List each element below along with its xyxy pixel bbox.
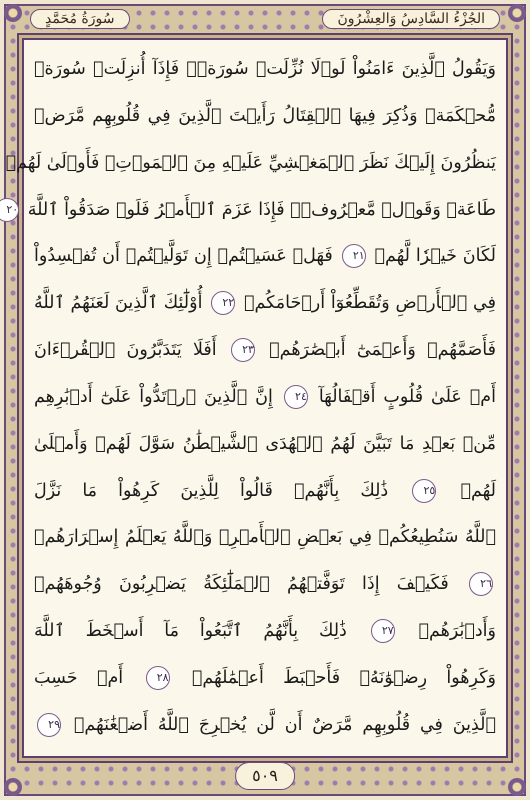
text-line: [34, 421, 496, 467]
ayah-number-icon: ٢٥: [412, 479, 436, 503]
corner-ornament-icon: [4, 4, 22, 22]
ayah-number-icon: ٢٩: [37, 713, 61, 737]
ayah-number-icon: ٢٨: [146, 666, 170, 690]
juz-title: الجُزْءُ السَّادِسُ وَالعِشْرُونَ: [322, 9, 500, 29]
verse-text: مِّنۢ بَعۡدِ مَا تَبَيَّنَ لَهُمُ ٱلۡهُدَى ٱلشَّيۡطَٰنُ سَوَّلَ لَهُمۡ وَأَمۡلَىٰ: [34, 433, 496, 454]
text-line: [34, 702, 496, 748]
text-line: [34, 514, 496, 560]
text-line: [34, 233, 496, 279]
text-line: [34, 561, 496, 607]
verse-text: ٱلَّذِينَ فِي قُلُوبِهِم مَّرَضٌ أَن لَّن يُخۡرِجَ ٱللَّهُ أَضۡغَٰنَهُمۡ: [73, 714, 496, 735]
corner-ornament-icon: [4, 778, 22, 796]
verse-text: يَنظُرُونَ إِلَيۡكَ نَظَرَ ٱلۡمَغۡشِيِّ عَلَيۡهِ مِنَ ٱلۡمَوۡتِۖ فَأَوۡلَىٰ لَهُمۡ: [5, 152, 496, 173]
text-line: [34, 93, 496, 139]
verse-text: فَأَصَمَّهُمۡ وَأَعۡمَىٰٓ أَبۡصَٰرَهُمۡ: [269, 340, 496, 361]
text-line: [34, 46, 496, 92]
verse-text: وَكَرِهُواْ رِضۡوَٰنَهُۥ فَأَحۡبَطَ أَعۡمَٰلَهُمۡ: [191, 667, 496, 688]
verse-text: أُوْلَٰٓئِكَ ٱلَّذِينَ لَعَنَهُمُ ٱللَّهُ: [34, 293, 203, 314]
verse-text: فَهَلۡ عَسَيۡتُمۡ إِن تَوَلَّيۡتُمۡ أَن تُفۡسِدُواْ: [34, 246, 333, 267]
corner-ornament-icon: [508, 4, 526, 22]
verse-text: وَأَدۡبَٰرَهُمۡ: [418, 621, 496, 642]
text-line: [5, 140, 496, 186]
verse-text: فِي ٱلۡأَرۡضِ وَتُقَطِّعُوٓاْ أَرۡحَامَكُمۡ: [243, 293, 496, 314]
page-header: [30, 6, 500, 32]
text-line: [34, 468, 496, 514]
ayah-number-icon: ٢٠: [0, 198, 19, 222]
quran-text: [5, 46, 496, 748]
ayah-number-icon: ٢٤: [284, 385, 308, 409]
verse-text: طَاعَةٞ وَقَوۡلٞ مَّعۡرُوفٞۚ فَإِذَا عَزَمَ ٱلۡأَمۡرُ فَلَوۡ صَدَقُواْ ٱللَّهَ: [27, 199, 496, 220]
verse-text: أَفَلَا يَتَدَبَّرُونَ ٱلۡقُرۡءَانَ: [34, 340, 217, 361]
verse-text: أَمۡ عَلَىٰ قُلُوبٍ أَقۡفَالُهَآ: [318, 386, 496, 407]
text-line: [34, 608, 496, 654]
verse-text: إِنَّ ٱلَّذِينَ ٱرۡتَدُّواْ عَلَىٰٓ أَدۡبَٰرِهِم: [34, 386, 273, 407]
verse-text: فَكَيۡفَ إِذَا تَوَفَّتۡهُمُ ٱلۡمَلَٰٓئِكَةُ يَضۡرِبُونَ وُجُوهَهُمۡ: [34, 574, 449, 595]
verse-text: لَكَانَ خَيۡرٗا لَّهُمۡ: [374, 246, 496, 267]
verse-text: ذَٰلِكَ بِأَنَّهُمۡ قَالُواْ لِلَّذِينَ كَرِهُواْ مَا نَزَّلَ: [34, 480, 389, 501]
corner-ornament-icon: [508, 778, 526, 796]
text-line: [6, 187, 496, 233]
verse-text: أَمۡ حَسِبَ: [34, 667, 124, 688]
verse-text: وَيَقُولُ ٱلَّذِينَ ءَامَنُواْ لَوۡلَا نُزِّلَتۡ سُورَةٞۖ فَإِذَآ أُنزِلَتۡ سُورَةٞ: [34, 59, 496, 79]
verse-text: ذَٰلِكَ بِأَنَّهُمُ ٱتَّبَعُواْ مَآ أَسۡخَطَ ٱللَّهَ: [34, 621, 347, 642]
text-line: [34, 280, 496, 326]
verse-text: لَهُمۡ: [460, 480, 496, 501]
verse-text: مُّحۡكَمَةٞ وَذُكِرَ فِيهَا ٱلۡقِتَالُ رَأَيۡتَ ٱلَّذِينَ فِي قُلُوبِهِم مَّرَضٞ: [34, 105, 496, 126]
ayah-number-icon: ٢٣: [231, 338, 255, 362]
ayah-number-icon: ٢٧: [371, 619, 395, 643]
text-line: [34, 655, 496, 701]
page-number: ٥٠٩: [235, 762, 295, 790]
text-line: [34, 374, 496, 420]
ayah-number-icon: ٢٢: [211, 291, 235, 315]
surah-title: سُورَةُ مُحَمَّدٍ: [30, 9, 130, 29]
ayah-number-icon: ٢٦: [469, 572, 493, 596]
ayah-number-icon: ٢١: [342, 244, 366, 268]
text-line: [34, 327, 496, 373]
verse-text: ٱللَّهُ سَنُطِيعُكُمۡ فِي بَعۡضِ ٱلۡأَمۡرِۖ وَٱللَّهُ يَعۡلَمُ إِسۡرَارَهُمۡ: [34, 527, 496, 548]
